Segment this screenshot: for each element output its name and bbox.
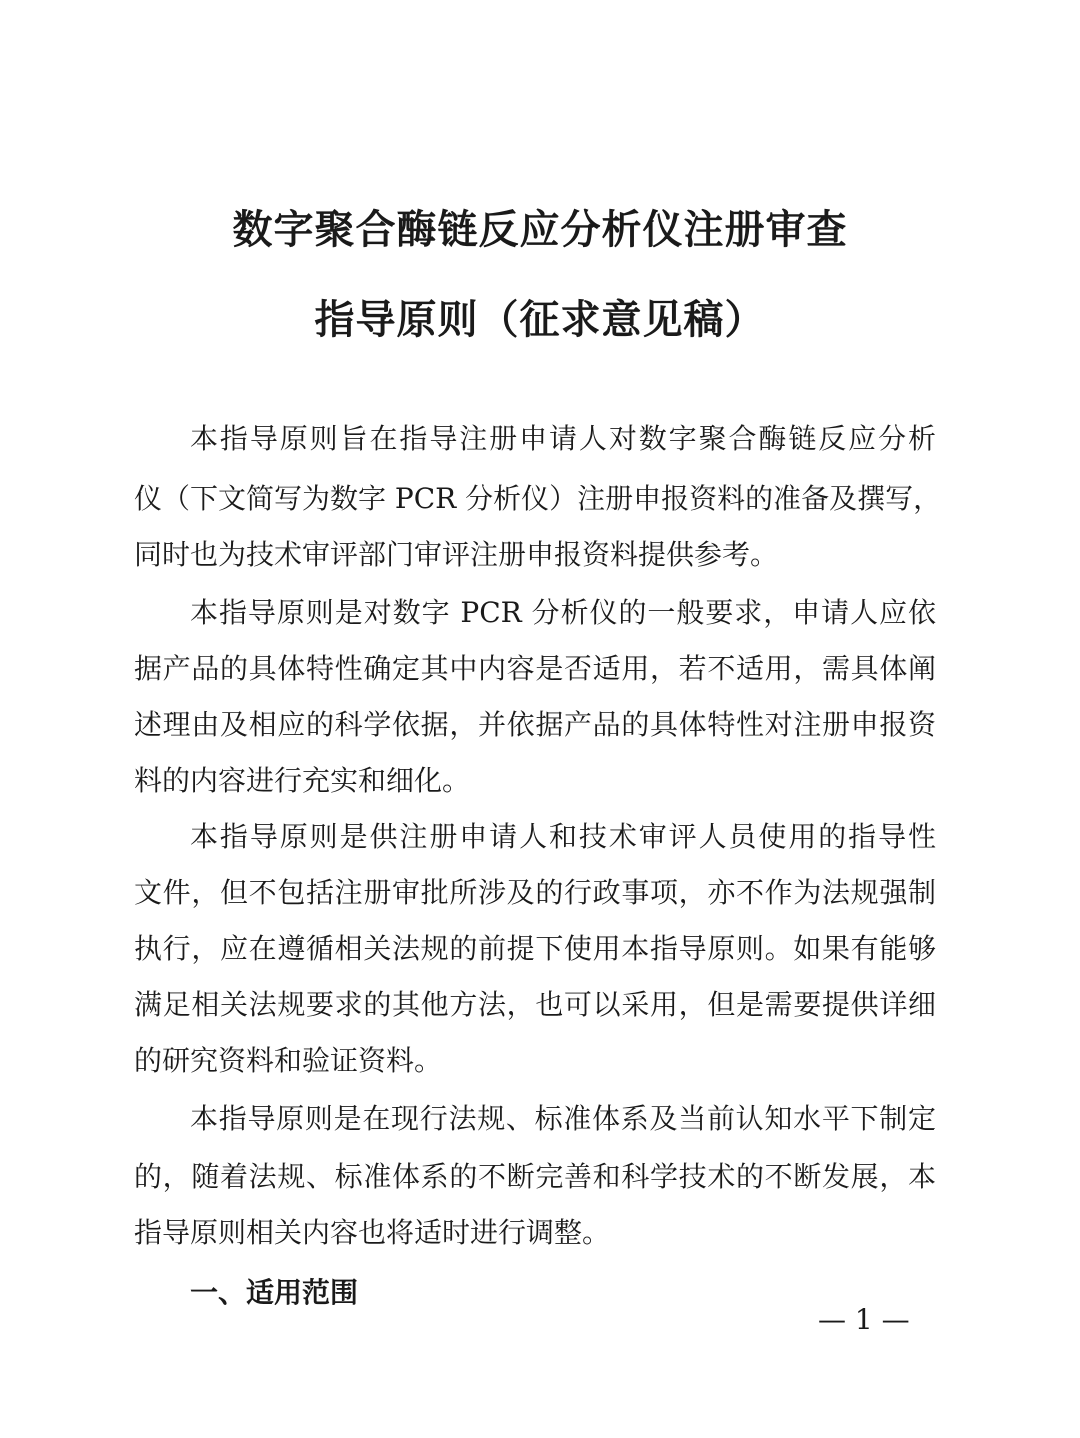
paragraph-2-line-3: 述理由及相应的科学依据，并依据产品的具体特性对注册申报资: [134, 708, 936, 741]
document-title-line-2: 指导原则（征求意见稿）: [314, 297, 766, 343]
paragraph-1-line-1: 本指导原则旨在指导注册申请人对数字聚合酶链反应分析: [190, 422, 936, 455]
paragraph-1-line-2: 仪（下文简写为数字 PCR 分析仪）注册申报资料的准备及撰写，: [134, 482, 942, 515]
paragraph-3-line-2: 文件，但不包括注册审批所涉及的行政事项，亦不作为法规强制: [134, 876, 936, 909]
paragraph-3-line-4: 满足相关法规要求的其他方法，也可以采用，但是需要提供详细: [134, 988, 936, 1021]
paragraph-1-line-3: 同时也为技术审评部门审评注册申报资料提供参考。: [134, 538, 779, 571]
paragraph-3-line-5: 的研究资料和验证资料。: [134, 1044, 443, 1077]
paragraph-2-line-4: 料的内容进行充实和细化。: [134, 764, 471, 797]
document-title-line-1: 数字聚合酶链反应分析仪注册审查: [232, 207, 848, 253]
paragraph-2-line-2: 据产品的具体特性确定其中内容是否适用，若不适用，需具体阐: [134, 652, 936, 685]
paragraph-4-line-2: 的，随着法规、标准体系的不断完善和科学技术的不断发展，本: [134, 1160, 936, 1193]
paragraph-3-line-1: 本指导原则是供注册申请人和技术审评人员使用的指导性: [190, 820, 936, 853]
paragraph-4-line-3: 指导原则相关内容也将适时进行调整。: [134, 1216, 611, 1249]
paragraph-4-line-1: 本指导原则是在现行法规、标准体系及当前认知水平下制定: [190, 1102, 936, 1135]
section-heading: 一、适用范围: [190, 1276, 359, 1309]
page-number: — 1 —: [818, 1303, 910, 1336]
paragraph-3-line-3: 执行，应在遵循相关法规的前提下使用本指导原则。如果有能够: [134, 932, 936, 965]
paragraph-2-line-1: 本指导原则是对数字 PCR 分析仪的一般要求，申请人应依: [190, 596, 936, 629]
